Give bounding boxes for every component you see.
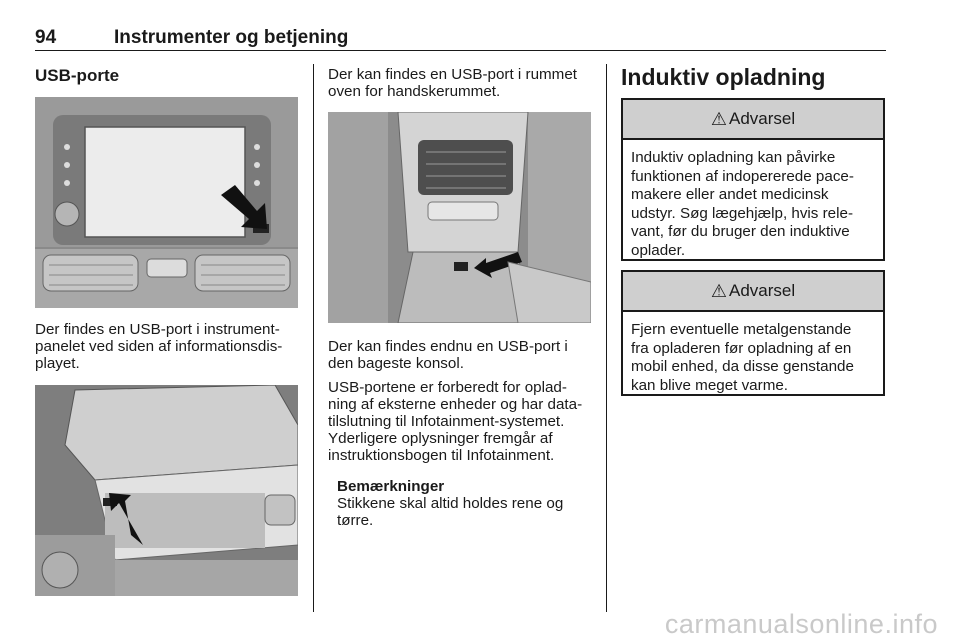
warning-icon: ⚠ xyxy=(710,280,727,301)
glovebox-usb-photo xyxy=(35,385,298,596)
note-block: Bemærkninger Stikkene skal altid holdes rene og tørre. xyxy=(337,478,564,529)
warning-header xyxy=(623,272,883,312)
section-heading-inductive: Induktiv opladning xyxy=(621,64,826,90)
warning-box-metal xyxy=(621,270,885,396)
note-title: Bemærkninger xyxy=(337,478,445,495)
warning-box-pacemaker xyxy=(621,98,885,261)
page-number: 94 xyxy=(35,27,57,48)
column-divider-2 xyxy=(606,64,607,612)
usb-rear-console-text: Der kan findes endnu en USB-port i den bageste konsol. xyxy=(328,338,568,372)
watermark: carmanualsonline.info xyxy=(664,609,938,639)
column-divider-1 xyxy=(313,64,314,612)
section-heading-usb: USB-porte xyxy=(35,66,120,85)
usb-charging-text: USB-portene er forberedt for oplad- ning af eksterne enheder og har data- tilslutning til Infotainment-systemet. Yderligere oplysninger fremgår af instruktionsbogen til Infotainment. xyxy=(328,379,583,464)
warning-icon: ⚠ xyxy=(710,108,727,129)
usb-instrument-panel-text: Der findes en USB-port i instrument- panelet ved siden af informationsdis- playet. xyxy=(35,321,283,372)
rear-console-usb-photo xyxy=(328,112,591,323)
warning-header xyxy=(623,100,883,140)
header-rule xyxy=(35,50,886,51)
warning-title: Advarsel xyxy=(729,109,796,128)
usb-above-glovebox-text: Der kan findes en USB-port i rummet oven for handskerummet. xyxy=(328,66,577,100)
warning-text: Fjern eventuelle metalgenstande fra opladeren før opladning af en mobil enhed, da disse genstande kan blive meget varme. xyxy=(631,321,854,394)
warning-title: Advarsel xyxy=(729,281,796,300)
warning-text: Induktiv opladning kan påvirke funktionen af indopererede pace- makere eller andet medicinsk udstyr. Søg lægehjælp, hvis rele- vant, før du bruger den induktive oplader. xyxy=(631,149,854,259)
dashboard-usb-photo xyxy=(35,97,298,308)
page-header-title: Instrumenter og betjening xyxy=(114,27,349,48)
